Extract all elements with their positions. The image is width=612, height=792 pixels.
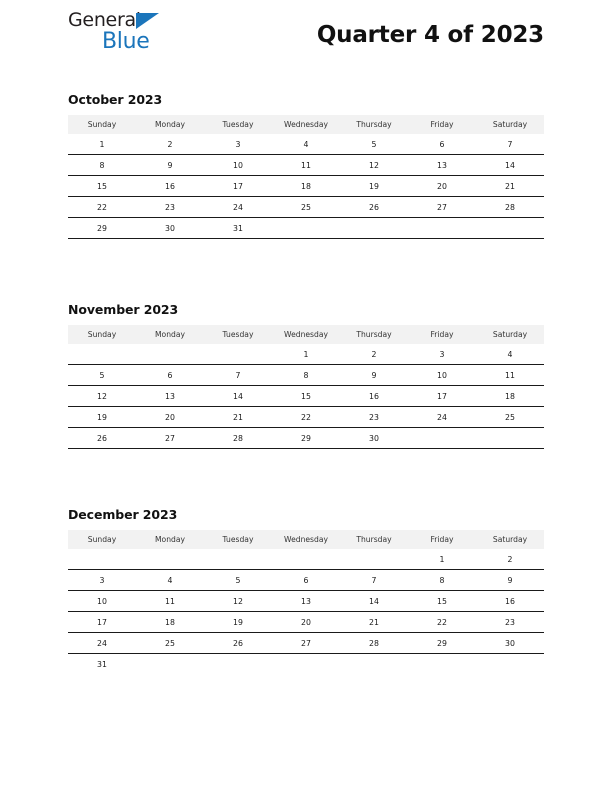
week-row [68,654,544,675]
month-gap [68,239,544,302]
day-cell[interactable]: 18 [136,612,204,633]
weekday-header-thursday: Thursday [340,530,408,549]
day-cell[interactable]: 23 [136,197,204,218]
day-cell [204,654,272,675]
day-cell[interactable]: 27 [136,428,204,449]
day-cell[interactable]: 6 [136,365,204,386]
day-cell[interactable]: 15 [272,386,340,407]
day-cell[interactable]: 31 [97,659,107,669]
day-cell[interactable]: 25 [136,633,204,654]
day-cell[interactable]: 29 [408,633,476,654]
month-block-october [68,92,544,239]
week-row [68,612,544,633]
day-cell[interactable]: 18 [272,176,340,197]
weekday-header-thursday: Thursday [340,115,408,134]
day-cell[interactable]: 26 [340,197,408,218]
day-cell[interactable]: 13 [136,386,204,407]
day-cell[interactable]: 8 [272,365,340,386]
general-blue-logo [68,10,180,58]
weekday-header-monday: Monday [136,115,204,134]
day-cell[interactable]: 1 [408,549,476,570]
day-cell [340,654,408,675]
weekday-header-monday: Monday [136,325,204,344]
day-cell[interactable]: 14 [476,155,544,176]
day-cell[interactable]: 17 [68,612,136,633]
week-row [68,428,544,449]
day-cell[interactable]: 30 [340,428,408,449]
week-row [68,134,544,155]
day-cell[interactable]: 18 [476,386,544,407]
logo-text-blue: Blue [102,29,150,54]
day-cell [340,549,408,570]
logo-triangle-icon [136,13,159,29]
weekday-header-saturday: Saturday [476,530,544,549]
day-cell [68,344,136,365]
day-cell[interactable]: 26 [204,633,272,654]
weekday-header-friday: Friday [408,325,476,344]
day-cell[interactable]: 20 [408,176,476,197]
day-cell[interactable]: 2 [476,549,544,570]
day-cell[interactable]: 1 [68,134,136,155]
week-row [68,407,544,428]
day-cell[interactable]: 12 [68,386,136,407]
month-title-december: December 2023 [68,507,178,522]
day-cell[interactable]: 22 [272,407,340,428]
calendar-table-november [68,325,544,449]
day-cell[interactable]: 9 [340,365,408,386]
day-cell[interactable]: 20 [136,407,204,428]
day-cell[interactable]: 10 [204,155,272,176]
day-cell[interactable]: 23 [476,612,544,633]
day-cell[interactable]: 19 [340,176,408,197]
day-cell[interactable]: 21 [476,176,544,197]
weekday-header-row [68,325,544,344]
week-row [68,344,544,365]
day-cell[interactable]: 4 [136,570,204,591]
day-cell [408,218,476,239]
week-row [68,591,544,612]
week-row [68,155,544,176]
day-cell [136,654,204,675]
day-cell[interactable]: 30 [476,633,544,654]
day-cell[interactable]: 7 [204,365,272,386]
day-cell[interactable]: 5 [68,365,136,386]
day-cell[interactable]: 27 [408,197,476,218]
day-cell[interactable]: 26 [68,428,136,449]
weekday-header-thursday: Thursday [340,325,408,344]
week-row [68,633,544,654]
month-block-november [68,302,544,449]
day-cell[interactable]: 7 [340,570,408,591]
day-cell [204,549,272,570]
day-cell[interactable]: 12 [204,591,272,612]
day-cell [136,549,204,570]
weekday-header-wednesday: Wednesday [272,115,340,134]
day-cell[interactable]: 9 [136,155,204,176]
day-cell[interactable]: 19 [204,612,272,633]
weekday-header-saturday: Saturday [476,115,544,134]
day-cell[interactable]: 22 [68,197,136,218]
day-cell[interactable]: 28 [476,197,544,218]
day-cell[interactable]: 3 [408,344,476,365]
weekday-header-row [68,530,544,549]
week-row [68,365,544,386]
day-cell [272,549,340,570]
day-cell[interactable]: 4 [476,344,544,365]
weekday-header-tuesday: Tuesday [204,325,272,344]
day-cell[interactable]: 31 [204,218,272,239]
day-cell[interactable]: 24 [204,197,272,218]
week-row [68,218,544,239]
weekday-header-tuesday: Tuesday [204,530,272,549]
day-cell[interactable]: 12 [340,155,408,176]
day-cell[interactable]: 17 [204,176,272,197]
page-header [68,0,544,92]
page-title: Quarter 4 of 2023 [316,22,544,48]
day-cell[interactable]: 25 [272,197,340,218]
day-cell[interactable]: 14 [204,386,272,407]
month-gap [68,449,544,507]
day-cell [476,654,544,675]
day-cell [136,344,204,365]
month-title-november: November 2023 [68,302,179,317]
logo-text-general: General [68,9,141,31]
day-cell[interactable]: 2 [136,134,204,155]
weekday-header-saturday: Saturday [476,325,544,344]
day-cell[interactable]: 24 [408,407,476,428]
week-row [68,176,544,197]
day-cell[interactable]: 15 [408,591,476,612]
day-cell[interactable]: 8 [68,155,136,176]
day-cell [408,654,476,675]
day-cell[interactable]: 28 [204,428,272,449]
day-cell[interactable]: 29 [272,428,340,449]
day-cell[interactable]: 14 [340,591,408,612]
day-cell[interactable]: 8 [408,570,476,591]
weekday-header-friday: Friday [408,530,476,549]
day-cell[interactable]: 10 [68,591,136,612]
day-cell[interactable]: 19 [68,407,136,428]
day-cell[interactable]: 23 [340,407,408,428]
weekday-header-wednesday: Wednesday [272,325,340,344]
day-cell[interactable]: 21 [204,407,272,428]
weekday-header-tuesday: Tuesday [204,115,272,134]
month-block-december [68,507,544,674]
day-cell[interactable]: 17 [408,386,476,407]
day-cell[interactable]: 20 [272,612,340,633]
day-cell[interactable]: 1 [272,344,340,365]
week-row [68,549,544,570]
day-cell[interactable]: 11 [272,155,340,176]
weekday-header-row [68,115,544,134]
day-cell[interactable]: 5 [204,570,272,591]
day-cell[interactable]: 16 [136,176,204,197]
day-cell [408,428,476,449]
day-cell[interactable]: 15 [68,176,136,197]
day-cell[interactable]: 28 [340,633,408,654]
week-row [68,386,544,407]
day-cell[interactable]: 11 [136,591,204,612]
day-cell [68,549,136,570]
weekday-header-sunday: Sunday [68,325,136,344]
day-cell[interactable]: 13 [408,155,476,176]
day-cell[interactable]: 27 [272,633,340,654]
day-cell[interactable]: 7 [476,134,544,155]
day-cell[interactable]: 30 [136,218,204,239]
day-cell[interactable]: 22 [408,612,476,633]
day-cell[interactable]: 16 [340,386,408,407]
day-cell[interactable]: 2 [340,344,408,365]
day-cell[interactable]: 24 [68,633,136,654]
day-cell[interactable]: 6 [272,570,340,591]
day-cell[interactable]: 11 [476,365,544,386]
day-cell [340,218,408,239]
day-cell[interactable]: 25 [476,407,544,428]
weekday-header-friday: Friday [408,115,476,134]
day-cell [272,218,340,239]
month-title-october: October 2023 [68,92,163,107]
week-row [68,570,544,591]
week-row [68,197,544,218]
day-cell[interactable]: 4 [272,134,340,155]
day-cell [204,344,272,365]
weekday-header-sunday: Sunday [68,115,136,134]
weekday-header-sunday: Sunday [68,530,136,549]
day-cell[interactable]: 5 [340,134,408,155]
day-cell[interactable]: 16 [476,591,544,612]
day-cell [476,218,544,239]
day-cell[interactable]: 6 [408,134,476,155]
day-cell[interactable]: 3 [68,570,136,591]
day-cell [272,654,340,675]
calendar-table-october [68,115,544,239]
weekday-header-monday: Monday [136,530,204,549]
weekday-header-wednesday: Wednesday [272,530,340,549]
day-cell[interactable]: 29 [68,218,136,239]
day-cell [476,428,544,449]
day-cell[interactable]: 10 [408,365,476,386]
day-cell[interactable]: 21 [340,612,408,633]
day-cell[interactable]: 9 [476,570,544,591]
calendar-table-december [68,530,544,674]
day-cell[interactable]: 13 [272,591,340,612]
day-cell[interactable]: 3 [204,134,272,155]
